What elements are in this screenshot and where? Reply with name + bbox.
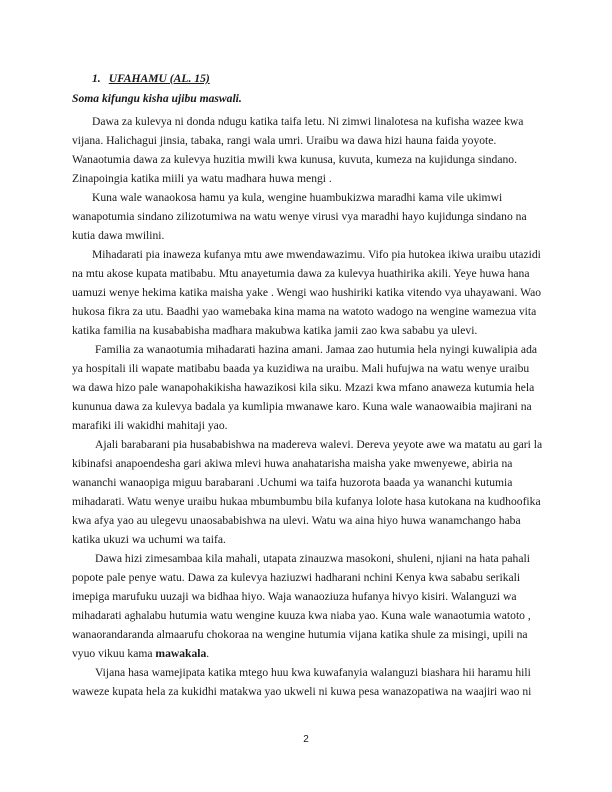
passage-line: uamuzi wenye hekima katika maisha yake . Wengi wao hushiriki katika vitendo vya uhayawani. Wao: [72, 286, 542, 299]
passage-line: wanapotumia sindano zilizotumiwa na watu wenye virusi vya maradhi hayo kujidunga sindano na: [72, 210, 527, 223]
passage-line: waweze kupata hela za kukidhi matakwa yao ukweli ni kuwa pesa wanazopatiwa na waajiri wao ni: [72, 685, 532, 698]
passage-line: na mtu akose kupata matibabu. Mtu anayetumia dawa za kulevya huathirika akili. Yeye huwa hana: [72, 267, 530, 280]
passage-line: popote pale penye watu. Dawa za kulevya haziuzwi hadharani nchini Kenya kwa sababu serikali: [72, 571, 521, 584]
passage-line: [72, 644, 544, 663]
passage-line: kununua dawa za kulevya badala ya kumlipia mwanawe karo. Kuna wale wanaowaibia majirani na: [72, 400, 532, 413]
passage-line: kutia dawa mwilini.: [72, 229, 165, 242]
line-punctuation: .: [206, 647, 210, 660]
instruction: Soma kifungu kisha ujibu maswali.: [72, 92, 242, 105]
passage-line: marafiki ili wakidhi mahitaji yao.: [72, 419, 228, 432]
passage-line: imepiga marufuku uuzaji wa bidhaa hiyo. Waja wanaoziuza hufanya hivyo kisiri. Walanguzi wa: [72, 590, 517, 603]
passage-line: mihadarati aghalabu hutumia watu wengine kuuza kwa niaba yao. Kuna wale wanaotumia watoto ,: [72, 609, 531, 622]
passage-line: mihadarati. Watu wenye uraibu hukaa mbumbumbu bila kufanya lolote hasa kutokana na kudhoofika: [72, 495, 541, 508]
passage-line: Ajali barabarani pia husababishwa na madereva walevi. Dereva yeyote awe wa matatu au gari la: [95, 438, 543, 451]
passage-line: Zinapoingia katika miili ya watu madhara huwa mengi .: [72, 172, 332, 185]
passage-line: wanaorandaranda almaarufu chokoraa na wengine hutumia vijana katika shule za misingi, upili na: [72, 628, 528, 641]
passage-line: katika familia na kusababisha madhara makubwa katika jamii zao kwa sababu ya ulevi.: [72, 324, 478, 337]
section-title: UFAHAMU (AL. 15): [108, 72, 210, 85]
passage-line: vijana. Halichagui jinsia, tabaka, rangi wala umri. Uraibu wa dawa hizi hauna faida yoyote.: [72, 134, 497, 147]
passage-line: Dawa hizi zimesambaa kila mahali, utapata zinauzwa masokoni, shuleni, njiani na hata pahali: [95, 552, 530, 565]
passage-line: hukosa fikra za utu. Baadhi yao wamebaka kina mama na watoto wadogo na wengine wamezua vita: [72, 305, 537, 318]
section-number: 1.: [92, 72, 101, 85]
passage-line: kibinafsi anapoendesha gari akiwa mlevi huwa anahatarisha maisha yake mwenyewe, abiria na: [72, 457, 513, 470]
page-number: 2: [303, 734, 309, 745]
passage: [72, 112, 544, 701]
passage-line: wananchi wanaopiga miguu barabarani .Uchumi wa taifa huzorota baada ya wananchi kutumia: [72, 476, 513, 489]
bold-term: mawakala: [155, 647, 207, 660]
passage-line: wa dawa hizo pale wanapohakikisha hawazikosi kila siku. Mzazi kwa mfano anaweza kutumia hela: [72, 381, 535, 394]
passage-line: Kuna wale wanaokosa hamu ya kula, wengine huambukizwa maradhi kama vile ukimwi: [92, 191, 503, 204]
passage-line: Wanaotumia dawa za kulevya huzitia mwili kwa kunusa, kuvuta, kumeza na kujidunga sindano.: [72, 153, 517, 166]
passage-line: kwa afya yao au ulegevu unaosababishwa na ulevi. Watu wa aina hiyo huwa wanamchango haba: [72, 514, 521, 527]
passage-line: Dawa za kulevya ni donda ndugu katika taifa letu. Ni zimwi linalotesa na kufisha wazee kwa: [92, 115, 524, 128]
passage-line: ya hospitali ili wapate matibabu baada ya kuzidiwa na uraibu. Mali hufujwa na watu wenye uraibu: [72, 362, 530, 375]
passage-line: katika ukuzi wa uchumi wa taifa.: [72, 533, 226, 546]
section-heading: [92, 72, 210, 85]
line-text: vyuo vikuu kama: [72, 647, 156, 660]
passage-line: Familia za wanaotumia mihadarati hazina amani. Jamaa zao hutumia hela nyingi kuwalipia ada: [95, 343, 538, 356]
passage-line: Mihadarati pia inaweza kufanya mtu awe mwendawazimu. Vifo pia hutokea ikiwa uraibu utazidi: [92, 248, 541, 261]
passage-line: Vijana hasa wamejipata katika mtego huu kwa kuwafanyia walanguzi biashara hii haramu hili: [95, 666, 531, 679]
